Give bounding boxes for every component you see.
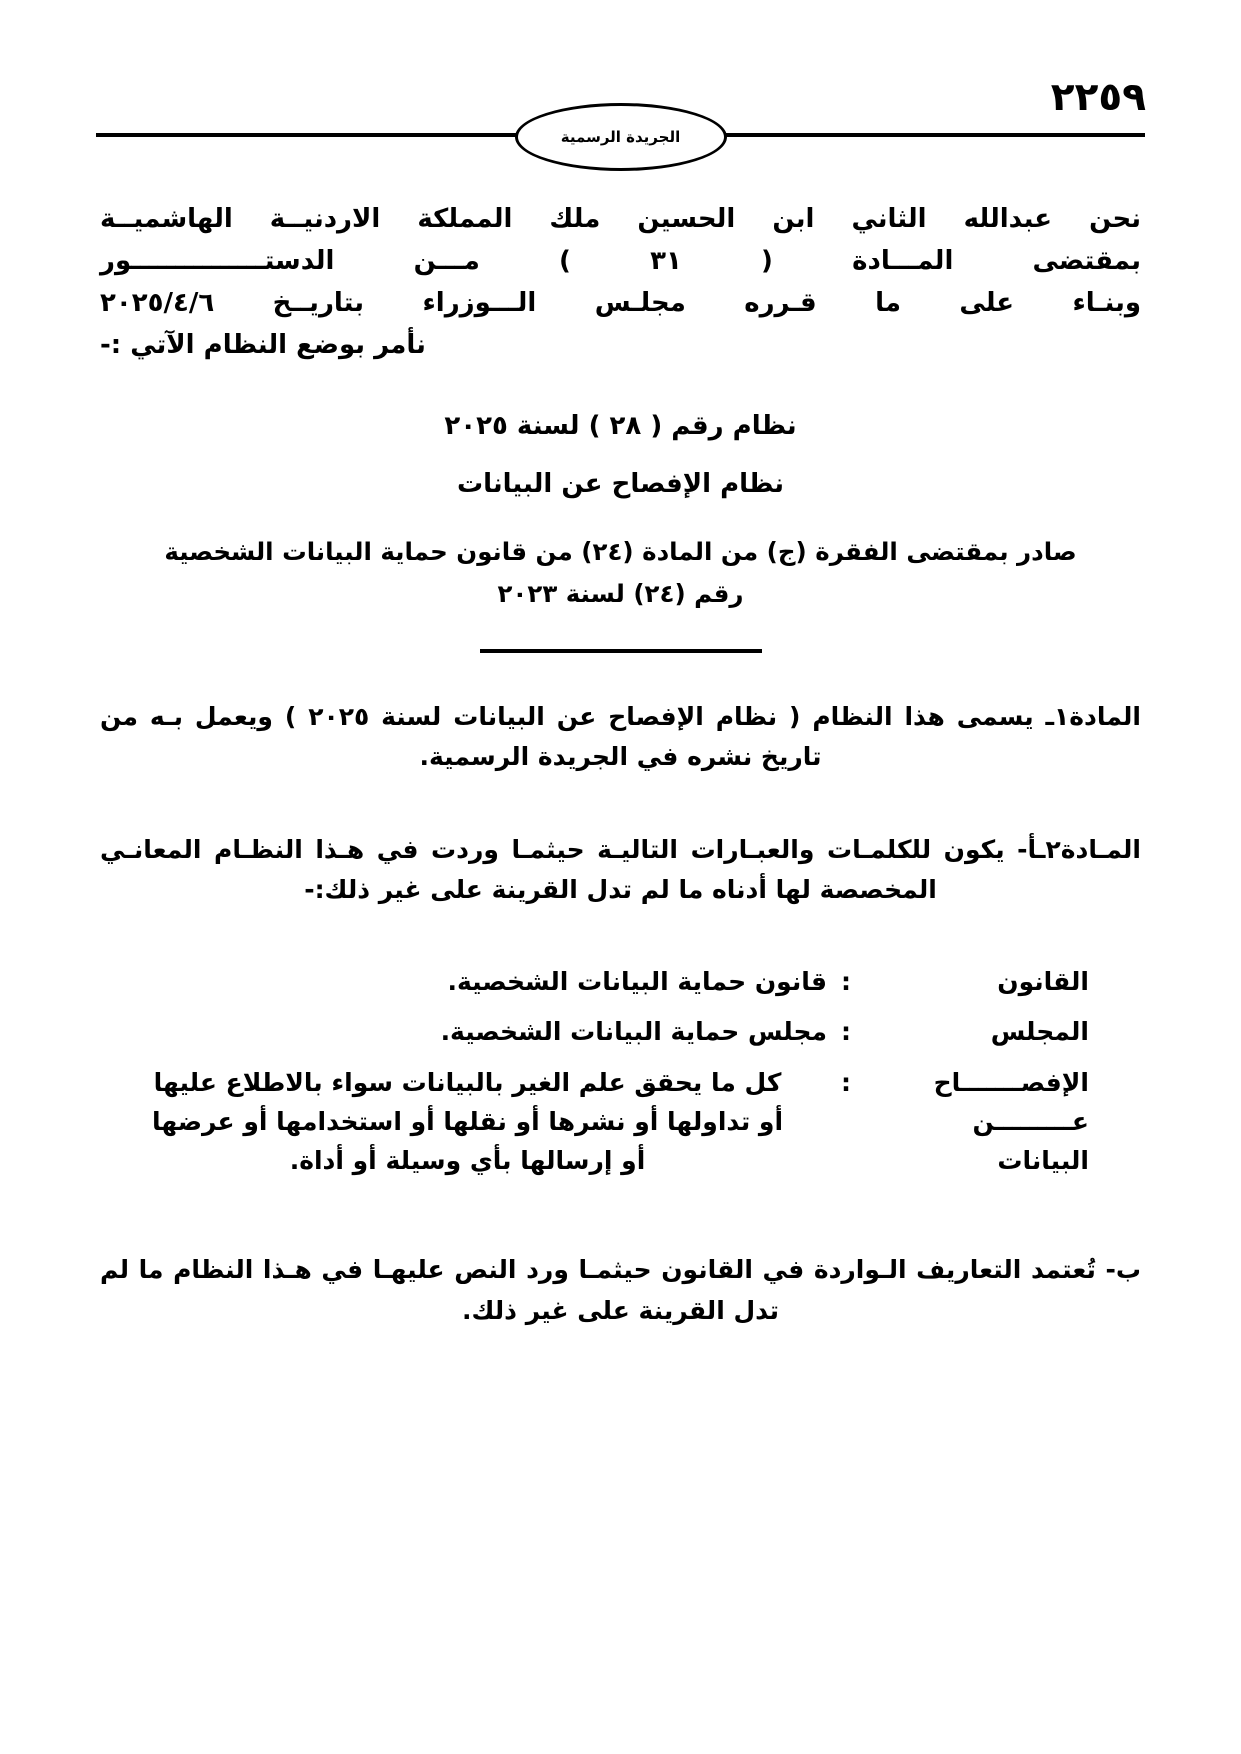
definitions-table [108,957,1089,1187]
definition-text: قانون حماية البيانات الشخصية. [447,966,827,996]
section-divider [480,649,762,653]
definition-text [108,1058,833,1186]
issued-line-2: رقم (٢٤) لسنة ٢٠٢٣ [497,579,744,609]
definition-row [108,957,1089,1008]
definitions-wrapper [100,957,1141,1187]
definition-text: مجلس حماية البيانات الشخصية. [440,1017,827,1047]
article-2-a: المـادة٢ـأ- يكون للكلمـات والعبـارات التاليـة حيثمـا وردت في هـذا النظـام المعانـي المخصصة لها أدناه ما لم تدل القرينة على غير ذلك:- [100,834,1141,905]
preamble-line-3: وبنـاء على ما قـرره مجلـس الـــوزراء بتاريــخ ٢٠٢٥/٤/٦ [100,288,1141,319]
preamble-line-2: بمقتضى المـــادة ( ٣١ ) مـــن الدستـــــــــــــــور [100,246,1141,277]
preamble-line-1: نحن عبدالله الثاني ابن الحسين ملك المملكة الاردنيــة الهاشميــة [100,204,1141,234]
definition-colon: : [841,1068,851,1098]
definition-term-line: عـــــــــن [972,1106,1089,1136]
regulation-number: نظام رقم ( ٢٨ ) لسنة ٢٠٢٥ [444,411,797,442]
definition-text-line: أو تداولها أو نشرها أو نقلها أو استخدامها أو عرضها [151,1106,784,1136]
definition-text-line: كل ما يحقق علم الغير بالبيانات سواء بالاطلاع عليها [153,1068,782,1098]
definition-term: المجلس [990,1017,1089,1047]
definition-term: القانون [997,966,1089,996]
definition-colon: : [841,1017,851,1047]
definition-row [108,1007,1089,1058]
official-gazette-stamp [515,103,727,171]
definition-text-line: أو إرسالها بأي وسيلة أو أداة. [289,1145,646,1175]
royal-preamble [100,198,1141,366]
article-1: المادة١ـ يسمى هذا النظام ( نظام الإفصاح عن البيانات لسنة ٢٠٢٥ ) ويعمل بـه من تاريخ نشره في الجريدة الرسمية. [100,701,1141,772]
issued-line-1: صادر بمقتضى الفقرة (ج) من المادة (٢٤) من قانون حماية البيانات الشخصية [164,537,1077,567]
regulation-name: نظام الإفصاح عن البيانات [457,468,784,499]
page-header [0,0,1241,146]
definition-term [859,1058,1089,1186]
issued-under [100,531,1141,614]
document-body [0,198,1241,1331]
article-2-b: ب- تُعتمد التعاريف الـواردة في القانون حيثمـا ورد النص عليهـا في هـذا النظام ما لم تدل القرينة على غير ذلك. [100,1255,1141,1325]
definition-colon: : [841,966,851,996]
definition-term-line: الإفصـــــــاح [933,1068,1089,1098]
stamp-label: الجريدة الرسمية [560,128,681,146]
regulation-title-block [100,404,1141,507]
preamble-line-4: نأمر بوضع النظام الآتي :- [100,330,426,361]
definition-term-line: البيانات [997,1145,1089,1175]
definition-row [108,1058,1089,1186]
page-number: ٢٢٥٩ [1050,75,1146,120]
